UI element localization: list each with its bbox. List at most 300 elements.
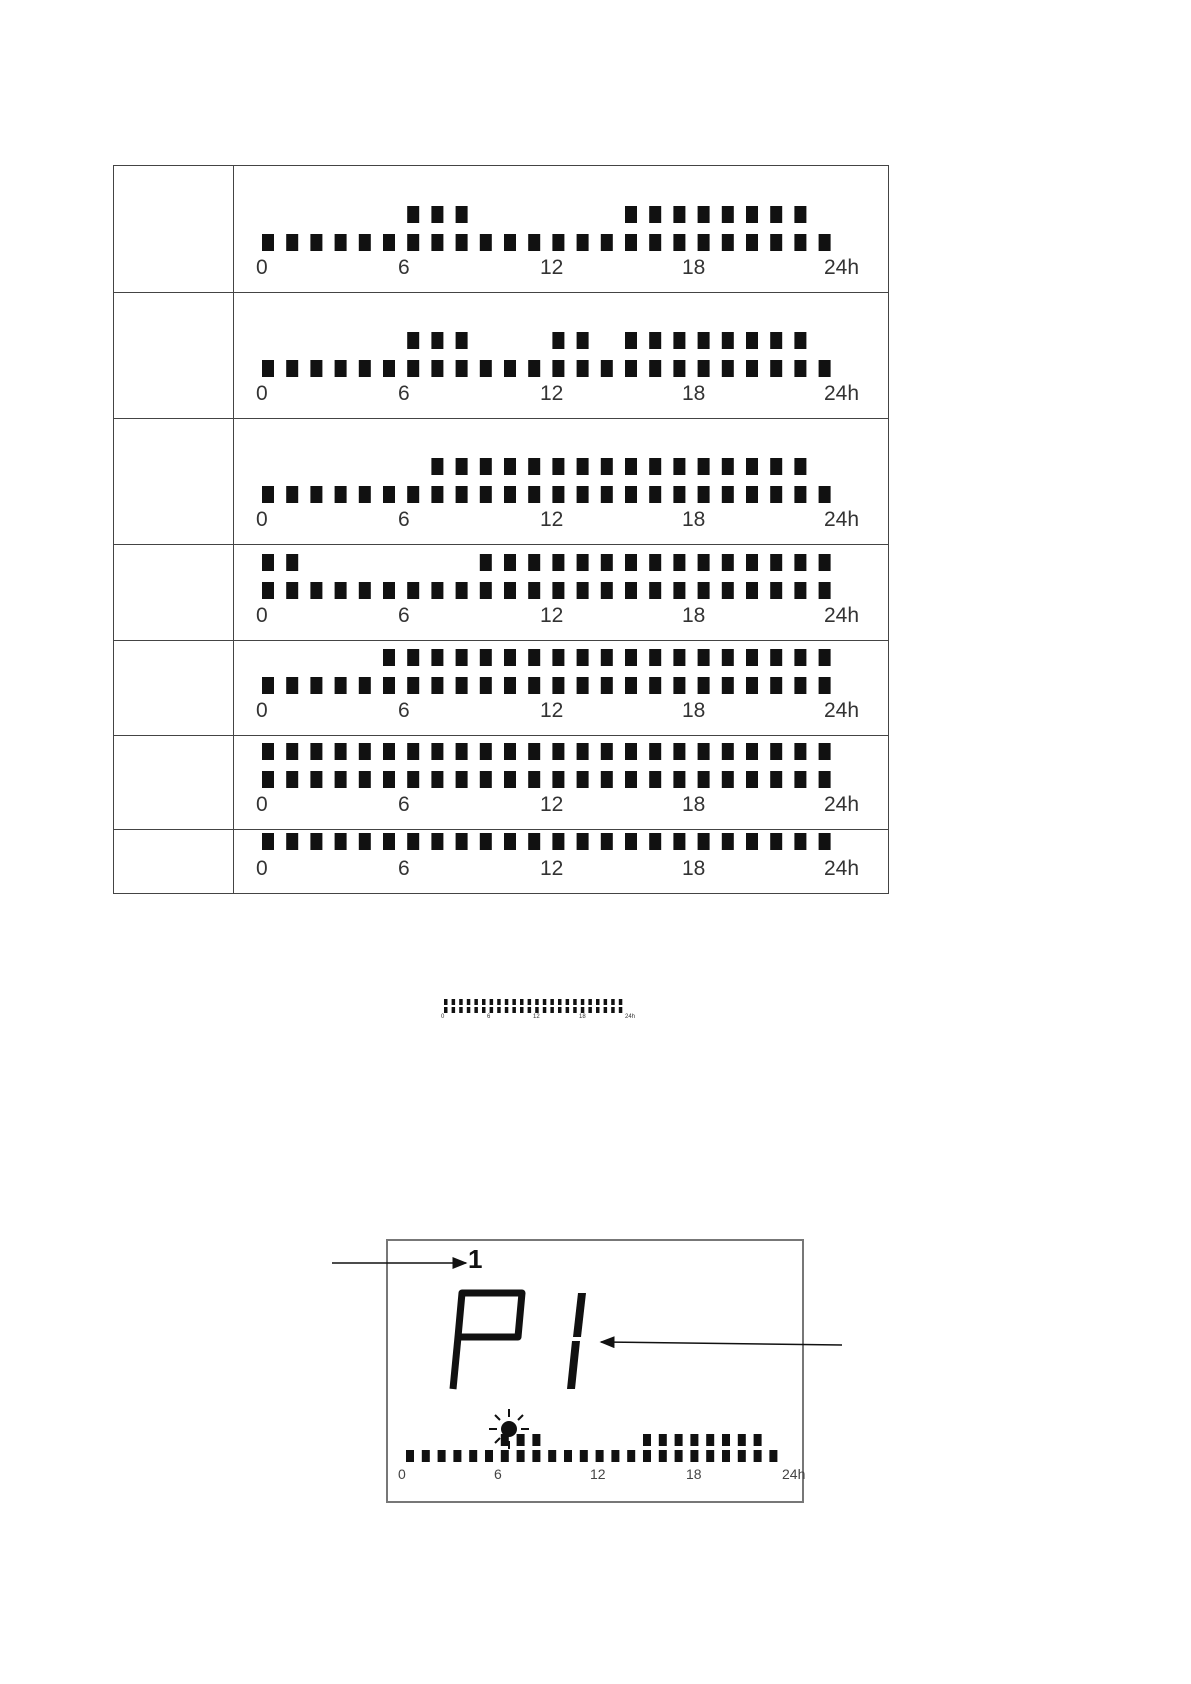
hour-segment-high	[673, 206, 685, 223]
hour-segment-high	[611, 999, 615, 1005]
hour-segment-high	[673, 458, 685, 475]
hour-segment-low	[819, 360, 831, 377]
hour-segment-low	[504, 486, 516, 503]
tick-label: 12	[540, 255, 564, 279]
hour-segment-low	[552, 677, 564, 694]
hour-segment-high	[480, 649, 492, 666]
hour-segment-high	[431, 458, 443, 475]
hour-segment-high	[577, 649, 589, 666]
lcd-program-bar	[396, 1412, 806, 1488]
hour-segment-low	[286, 582, 298, 599]
tick-label: 24h	[625, 1014, 636, 1020]
hour-segment-high	[649, 743, 661, 760]
hour-segment-low	[550, 1007, 554, 1013]
hour-segment-low	[286, 833, 298, 850]
hour-segment-high	[407, 649, 419, 666]
hour-segment-low	[770, 360, 782, 377]
hour-segment-low	[673, 771, 685, 788]
hour-segment-low	[819, 677, 831, 694]
hour-segment-high	[698, 206, 710, 223]
hour-segment-low	[474, 1007, 478, 1013]
hour-segment-high	[456, 743, 468, 760]
hour-segment-low	[456, 486, 468, 503]
hour-segment-low	[505, 1007, 509, 1013]
tick-label: 0	[256, 792, 268, 816]
tick-label: 6	[398, 507, 410, 531]
hour-segment-low	[794, 582, 806, 599]
hour-segment-high	[456, 206, 468, 223]
segment-digit-one	[567, 1293, 586, 1389]
hour-segment-low	[673, 582, 685, 599]
hour-segment-high	[619, 999, 623, 1005]
hour-segment-low	[262, 486, 274, 503]
hour-segment-low	[619, 1007, 623, 1013]
hour-segment-low	[407, 360, 419, 377]
hour-segment-low	[422, 1450, 430, 1462]
hour-segment-low	[625, 360, 637, 377]
hour-segment-low	[286, 234, 298, 251]
hour-segment-low	[383, 486, 395, 503]
hour-segment-high	[722, 649, 734, 666]
hour-segment-high	[532, 1434, 540, 1446]
hour-segment-high	[706, 1434, 714, 1446]
hour-segment-low	[406, 1450, 414, 1462]
hour-segment-low	[485, 1450, 493, 1462]
program-bar	[234, 294, 888, 418]
tick-label: 6	[487, 1014, 491, 1020]
hour-segment-high	[722, 554, 734, 571]
hour-segment-low	[262, 234, 274, 251]
hour-segment-low	[611, 1007, 615, 1013]
hour-segment-high	[794, 649, 806, 666]
hour-segment-low	[286, 677, 298, 694]
program-number: 1	[468, 1244, 483, 1274]
hour-segment-low	[535, 1007, 539, 1013]
hour-segment-low	[746, 486, 758, 503]
hour-segment-low	[335, 582, 347, 599]
hour-segment-high	[552, 743, 564, 760]
hour-segment-high	[501, 1434, 509, 1446]
hour-segment-low	[552, 771, 564, 788]
hour-segment-high	[431, 743, 443, 760]
hour-segment-low	[431, 677, 443, 694]
hour-segment-low	[504, 771, 516, 788]
hour-segment-low	[625, 234, 637, 251]
program-bar	[234, 420, 888, 544]
hour-segment-low	[577, 486, 589, 503]
hour-segment-low	[383, 677, 395, 694]
hour-segment-low	[456, 582, 468, 599]
tick-label: 6	[398, 255, 410, 279]
hour-segment-high	[673, 649, 685, 666]
hour-segment-low	[517, 1450, 525, 1462]
tick-label: 0	[256, 603, 268, 627]
hour-segment-high	[528, 999, 532, 1005]
hour-segment-low	[649, 677, 661, 694]
hour-segment-high	[535, 999, 539, 1005]
hour-segment-low	[819, 833, 831, 850]
tick-label: 0	[256, 507, 268, 531]
hour-segment-low	[577, 582, 589, 599]
hour-segment-low	[262, 582, 274, 599]
hour-segment-low	[528, 771, 540, 788]
hour-segment-low	[649, 360, 661, 377]
schedule-row	[114, 293, 889, 419]
hour-segment-high	[625, 554, 637, 571]
row-label-cell	[114, 641, 234, 736]
hour-segment-high	[573, 999, 577, 1005]
hour-segment-low	[649, 771, 661, 788]
hour-segment-high	[738, 1434, 746, 1446]
tick-label: 18	[682, 698, 706, 722]
hour-segment-low	[310, 486, 322, 503]
hour-segment-high	[794, 554, 806, 571]
hour-segment-low	[643, 1450, 651, 1462]
tick-label: 6	[398, 698, 410, 722]
hour-segment-low	[690, 1450, 698, 1462]
hour-segment-low	[528, 360, 540, 377]
hour-segment-low	[577, 234, 589, 251]
hour-segment-high	[262, 554, 274, 571]
hour-segment-high	[794, 206, 806, 223]
hour-segment-low	[738, 1450, 746, 1462]
hour-segment-low	[746, 677, 758, 694]
hour-segment-high	[452, 999, 456, 1005]
hour-segment-high	[552, 332, 564, 349]
hour-segment-high	[604, 999, 608, 1005]
hour-segment-low	[456, 771, 468, 788]
program-bar	[234, 642, 888, 735]
hour-segment-low	[335, 486, 347, 503]
hour-segment-high	[577, 458, 589, 475]
row-label-cell	[114, 166, 234, 293]
hour-segment-high	[746, 206, 758, 223]
hour-segment-low	[310, 360, 322, 377]
hour-segment-high	[504, 554, 516, 571]
hour-segment-low	[310, 833, 322, 850]
hour-segment-high	[754, 1434, 762, 1446]
hour-segment-high	[770, 332, 782, 349]
row-bar-cell	[234, 166, 889, 293]
hour-segment-high	[407, 743, 419, 760]
hour-segment-low	[625, 677, 637, 694]
hour-segment-low	[580, 1450, 588, 1462]
hour-segment-low	[552, 582, 564, 599]
hour-segment-low	[601, 486, 613, 503]
hour-segment-low	[359, 234, 371, 251]
tick-label: 6	[398, 381, 410, 405]
row-bar-cell	[234, 419, 889, 545]
hour-segment-low	[601, 833, 613, 850]
hour-segment-high	[577, 743, 589, 760]
hour-segment-low	[722, 1450, 730, 1462]
hour-segment-low	[459, 1007, 463, 1013]
hour-segment-high	[649, 332, 661, 349]
hour-segment-high	[456, 332, 468, 349]
hour-segment-low	[722, 833, 734, 850]
hour-segment-low	[819, 234, 831, 251]
hour-segment-low	[407, 486, 419, 503]
row-bar-cell	[234, 293, 889, 419]
hour-segment-high	[431, 206, 443, 223]
hour-segment-low	[754, 1450, 762, 1462]
hour-segment-low	[698, 582, 710, 599]
hour-segment-low	[625, 771, 637, 788]
hour-segment-low	[722, 486, 734, 503]
hour-segment-high	[588, 999, 592, 1005]
hour-segment-high	[480, 743, 492, 760]
hour-segment-low	[581, 1007, 585, 1013]
hour-segment-high	[467, 999, 471, 1005]
row-bar-cell	[234, 736, 889, 830]
hour-segment-low	[625, 833, 637, 850]
hour-segment-low	[504, 833, 516, 850]
hour-segment-high	[746, 458, 758, 475]
hour-segment-low	[625, 582, 637, 599]
hour-segment-low	[359, 833, 371, 850]
hour-segment-low	[359, 771, 371, 788]
hour-segment-high	[819, 554, 831, 571]
tick-label: 18	[682, 255, 706, 279]
tick-label: 18	[686, 1466, 702, 1482]
row-bar-cell	[234, 545, 889, 641]
hour-segment-low	[673, 677, 685, 694]
hour-segment-low	[596, 1450, 604, 1462]
hour-segment-low	[359, 360, 371, 377]
tick-label: 18	[579, 1014, 586, 1020]
hour-segment-high	[649, 206, 661, 223]
hour-segment-low	[490, 1007, 494, 1013]
hour-segment-low	[480, 486, 492, 503]
hour-segment-high	[649, 649, 661, 666]
tick-label: 18	[682, 792, 706, 816]
hour-segment-low	[649, 234, 661, 251]
hour-segment-high	[770, 649, 782, 666]
hour-segment-low	[577, 833, 589, 850]
hour-segment-low	[532, 1450, 540, 1462]
hour-segment-high	[690, 1434, 698, 1446]
hour-segment-low	[438, 1450, 446, 1462]
hour-segment-low	[480, 833, 492, 850]
hour-segment-high	[520, 999, 524, 1005]
hour-segment-high	[558, 999, 562, 1005]
hour-segment-low	[407, 677, 419, 694]
tick-label: 0	[256, 698, 268, 722]
hour-segment-high	[746, 649, 758, 666]
tick-label: 24h	[824, 603, 860, 627]
hour-segment-low	[573, 1007, 577, 1013]
hour-segment-high	[552, 554, 564, 571]
hour-segment-low	[722, 360, 734, 377]
tick-label: 12	[590, 1466, 606, 1482]
hour-segment-low	[564, 1450, 572, 1462]
hour-segment-low	[335, 360, 347, 377]
hour-segment-low	[453, 1450, 461, 1462]
hour-segment-high	[819, 743, 831, 760]
hour-segment-low	[769, 1450, 777, 1462]
hour-segment-high	[746, 554, 758, 571]
hour-segment-low	[601, 234, 613, 251]
hour-segment-low	[770, 582, 782, 599]
hour-segment-high	[505, 999, 509, 1005]
hour-segment-low	[310, 582, 322, 599]
hour-segment-high	[456, 458, 468, 475]
hour-segment-high	[596, 999, 600, 1005]
hour-segment-high	[480, 554, 492, 571]
hour-segment-low	[407, 582, 419, 599]
hour-segment-high	[698, 458, 710, 475]
hour-segment-high	[770, 206, 782, 223]
hour-segment-low	[552, 833, 564, 850]
hour-segment-high	[286, 743, 298, 760]
hour-segment-low	[673, 486, 685, 503]
hour-segment-low	[480, 677, 492, 694]
hour-segment-low	[819, 771, 831, 788]
hour-segment-high	[383, 743, 395, 760]
hour-segment-low	[577, 677, 589, 694]
hour-segment-low	[649, 833, 661, 850]
hour-segment-low	[512, 1007, 516, 1013]
hour-segment-low	[310, 677, 322, 694]
schedule-row	[114, 545, 889, 641]
hour-segment-high	[528, 458, 540, 475]
hour-segment-high	[625, 743, 637, 760]
hour-segment-low	[601, 677, 613, 694]
hour-segment-low	[335, 234, 347, 251]
program-code-segments	[440, 1285, 600, 1395]
tick-label: 18	[682, 603, 706, 627]
hour-segment-low	[746, 833, 758, 850]
hour-segment-low	[431, 771, 443, 788]
segment-letter-p	[453, 1293, 522, 1389]
hour-segment-high	[577, 554, 589, 571]
hour-segment-low	[383, 833, 395, 850]
hour-segment-high	[625, 649, 637, 666]
hour-segment-high	[335, 743, 347, 760]
hour-segment-low	[407, 234, 419, 251]
hour-segment-low	[770, 677, 782, 694]
hour-segment-high	[497, 999, 501, 1005]
tick-label: 24h	[824, 507, 860, 531]
hour-segment-low	[520, 1007, 524, 1013]
hour-segment-high	[659, 1434, 667, 1446]
hour-segment-low	[262, 833, 274, 850]
hour-segment-low	[456, 833, 468, 850]
hour-segment-high	[794, 743, 806, 760]
hour-segment-low	[456, 677, 468, 694]
tick-label: 18	[682, 381, 706, 405]
hour-segment-low	[383, 234, 395, 251]
hour-segment-low	[431, 582, 443, 599]
hour-segment-high	[625, 458, 637, 475]
hour-segment-high	[649, 458, 661, 475]
hour-segment-low	[552, 360, 564, 377]
hour-segment-high	[512, 999, 516, 1005]
hour-segment-low	[504, 582, 516, 599]
hour-segment-low	[577, 771, 589, 788]
hour-segment-low	[262, 360, 274, 377]
hour-segment-low	[552, 234, 564, 251]
tick-label: 24h	[824, 856, 860, 880]
hour-segment-low	[286, 360, 298, 377]
hour-segment-low	[452, 1007, 456, 1013]
hour-segment-high	[552, 458, 564, 475]
hour-segment-high	[722, 743, 734, 760]
row-bar-cell	[234, 830, 889, 894]
hour-segment-low	[310, 234, 322, 251]
tick-label: 6	[398, 856, 410, 880]
hour-segment-low	[552, 486, 564, 503]
hour-segment-low	[528, 833, 540, 850]
hour-segment-high	[770, 554, 782, 571]
hour-segment-low	[359, 486, 371, 503]
tick-label: 12	[533, 1014, 540, 1020]
hour-segment-low	[504, 677, 516, 694]
tick-label: 12	[540, 507, 564, 531]
hour-segment-low	[262, 771, 274, 788]
schedule-row	[114, 830, 889, 894]
hour-segment-low	[722, 234, 734, 251]
hour-segment-low	[444, 1007, 448, 1013]
hour-segment-low	[819, 486, 831, 503]
hour-segment-low	[497, 1007, 501, 1013]
hour-segment-low	[548, 1450, 556, 1462]
hour-segment-high	[286, 554, 298, 571]
tick-label: 12	[540, 603, 564, 627]
hour-segment-low	[504, 234, 516, 251]
hour-segment-high	[504, 649, 516, 666]
hour-segment-high	[528, 743, 540, 760]
hour-segment-low	[675, 1450, 683, 1462]
row-bar-cell	[234, 641, 889, 736]
hour-segment-low	[528, 486, 540, 503]
hour-segment-high	[359, 743, 371, 760]
hour-segment-low	[794, 234, 806, 251]
hour-segment-high	[770, 743, 782, 760]
schedule-row	[114, 419, 889, 545]
hour-segment-high	[490, 999, 494, 1005]
schedule-row	[114, 641, 889, 736]
hour-segment-high	[698, 649, 710, 666]
hour-segment-high	[675, 1434, 683, 1446]
hour-segment-low	[722, 771, 734, 788]
hour-segment-low	[746, 360, 758, 377]
hour-segment-high	[550, 999, 554, 1005]
hour-segment-low	[627, 1450, 635, 1462]
hour-segment-low	[504, 360, 516, 377]
hour-segment-high	[746, 332, 758, 349]
hour-segment-high	[601, 743, 613, 760]
tick-label: 0	[441, 1014, 445, 1020]
hour-segment-high	[722, 458, 734, 475]
hour-segment-low	[482, 1007, 486, 1013]
hour-segment-low	[566, 1007, 570, 1013]
hour-segment-high	[456, 649, 468, 666]
hour-segment-high	[459, 999, 463, 1005]
hour-segment-low	[480, 360, 492, 377]
hour-segment-low	[431, 486, 443, 503]
hour-segment-low	[698, 677, 710, 694]
hour-segment-low	[543, 1007, 547, 1013]
hour-segment-high	[673, 332, 685, 349]
hour-segment-low	[794, 833, 806, 850]
hour-segment-high	[528, 649, 540, 666]
hour-segment-low	[528, 1007, 532, 1013]
tick-label: 18	[682, 507, 706, 531]
hour-segment-low	[794, 486, 806, 503]
hour-segment-high	[601, 458, 613, 475]
tick-label: 6	[398, 603, 410, 627]
